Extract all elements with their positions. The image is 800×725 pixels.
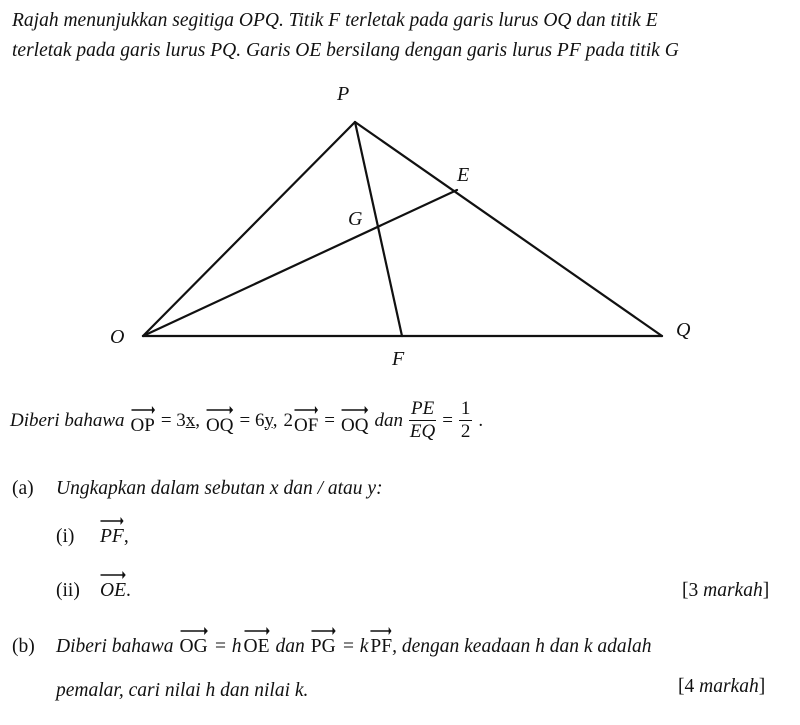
given-eq2: = 6 bbox=[239, 409, 265, 431]
part-a-ii-label: (ii) bbox=[56, 580, 80, 601]
given-y: y bbox=[264, 409, 273, 431]
vector-oe: OE bbox=[100, 570, 126, 602]
label-g: G bbox=[348, 208, 363, 230]
vector-og: OG bbox=[180, 626, 208, 658]
vector-oq-2: OQ bbox=[341, 405, 368, 437]
part-a-marks: [3 markah] bbox=[682, 580, 770, 601]
part-a-i-label: (i) bbox=[56, 526, 75, 547]
given-lead: Diberi bahawa bbox=[10, 409, 125, 431]
side-op bbox=[143, 122, 355, 336]
label-o: O bbox=[110, 326, 125, 348]
part-a-ii: OE . bbox=[100, 570, 131, 602]
ratio-pe-eq: $\frac{PE}{EQ}$ bbox=[409, 398, 436, 442]
vector-op: OP bbox=[131, 405, 155, 437]
given-x: x bbox=[185, 409, 196, 431]
given-eq4: = bbox=[442, 409, 453, 431]
vector-oe-b: OE bbox=[244, 626, 270, 658]
part-a-text: Ungkapkan dalam sebutan x dan / atau y: bbox=[56, 478, 383, 499]
vector-pf-b: PF bbox=[370, 626, 392, 658]
part-a-i: PF , bbox=[100, 516, 129, 548]
vector-pg: PG bbox=[311, 626, 336, 658]
label-e: E bbox=[457, 164, 470, 186]
intro-line-2: terletak pada garis lurus PQ. Garis OE bersilang dengan garis lurus PF pada titik G bbox=[12, 40, 679, 61]
given-two: 2 bbox=[283, 409, 293, 431]
vector-pf: PF bbox=[100, 516, 124, 548]
part-b-label: (b) bbox=[12, 636, 35, 657]
part-b-marks: [4 markah] bbox=[678, 676, 766, 697]
vector-of: OF bbox=[294, 405, 318, 437]
given-eq3: = bbox=[324, 409, 336, 431]
part-a-label: (a) bbox=[12, 478, 34, 499]
ratio-one-half: $\frac{1}{2}$ bbox=[460, 398, 471, 442]
vector-oq: OQ bbox=[206, 405, 233, 437]
given-statement: Diberi bahawa OP = 3x, OQ = 6y, 2 OF = OQ dan $\frac{PE}{EQ}$ = $\frac{1}{2}$ . bbox=[10, 398, 484, 442]
given-dan: dan bbox=[374, 409, 403, 431]
given-eq1: = 3 bbox=[160, 409, 186, 431]
label-q: Q bbox=[676, 319, 691, 341]
part-b-text: Diberi bahawa OG = h OE dan PG = k PF , dengan keadaan h dan k adalah bbox=[56, 626, 652, 658]
label-f: F bbox=[392, 348, 405, 370]
line-oe bbox=[143, 190, 457, 336]
part-b-line2: pemalar, cari nilai h dan nilai k. bbox=[56, 680, 309, 701]
side-pq bbox=[355, 122, 662, 336]
intro-line-1: Rajah menunjukkan segitiga OPQ. Titik F terletak pada garis lurus OQ dan titik E bbox=[12, 10, 658, 31]
label-p: P bbox=[337, 83, 350, 105]
